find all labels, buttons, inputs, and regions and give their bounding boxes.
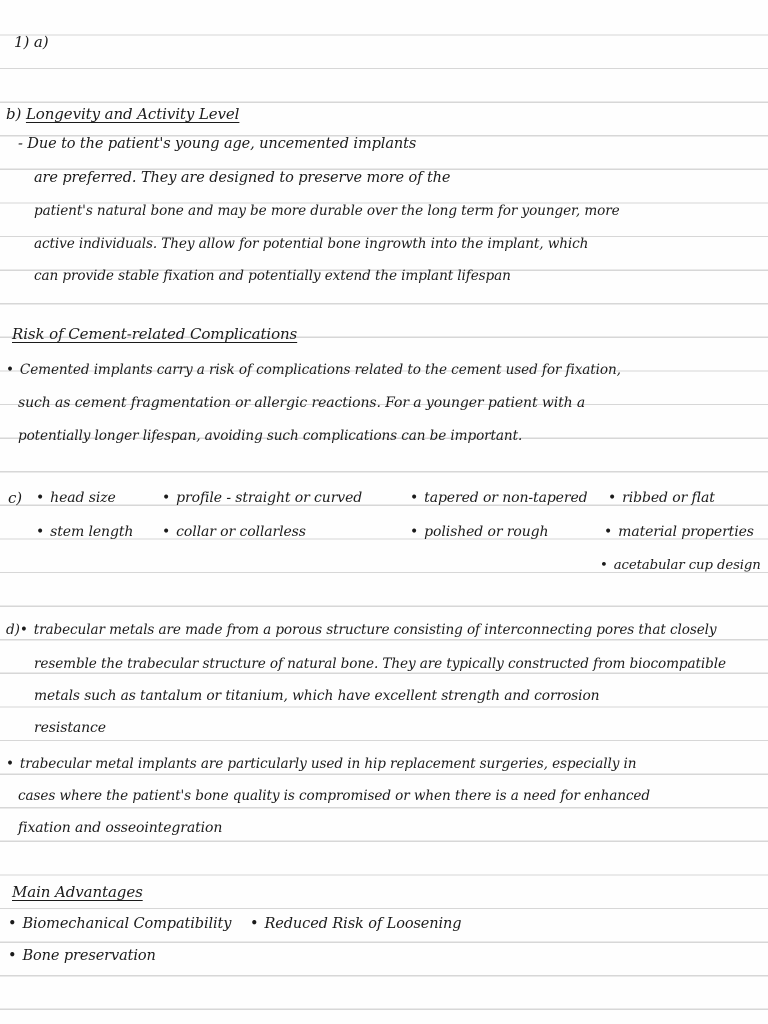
c-item <box>410 522 548 542</box>
c-item-text: profile - straight or curved <box>176 490 363 506</box>
text-line: fixation and osseointegration <box>18 820 223 836</box>
c-item-text: collar or collarless <box>176 524 306 540</box>
c-item <box>600 556 761 576</box>
text-line: active individuals. They allow for potential bone ingrowth into the implant, which <box>34 236 589 252</box>
bullet-dot: • <box>604 524 613 540</box>
bullet-text: trabecular metals are made from a porous structure consisting of interconnecting pores that closely <box>33 622 717 638</box>
advantage-item <box>8 914 231 934</box>
bullet-dot: • <box>19 622 28 638</box>
c-item-text: tapered or non-tapered <box>424 490 588 506</box>
text-line <box>6 360 621 380</box>
bullet-dot: • <box>162 524 171 540</box>
question-1a-label: 1) a) <box>14 33 49 51</box>
bullet-dot: • <box>600 558 608 573</box>
c-item-text: stem length <box>50 524 134 540</box>
c-item <box>608 488 715 508</box>
bullet-dot: • <box>36 490 45 506</box>
advantages-heading: Main Advantages <box>12 883 143 901</box>
c-item <box>36 522 133 542</box>
advantage-item <box>8 946 156 966</box>
c-item-text: material properties <box>618 524 754 540</box>
bullet-text: trabecular metal implants are particularly used in hip replacement surgeries, especially in <box>19 756 637 772</box>
text-line: can provide stable fixation and potentially extend the implant lifespan <box>34 268 511 284</box>
section-b-heading <box>6 104 239 124</box>
c-item-text: polished or rough <box>424 524 549 540</box>
text-line: potentially longer lifespan, avoiding such complications can be important. <box>18 428 523 444</box>
text-line: resistance <box>34 720 106 736</box>
bullet-dot: • <box>8 948 17 964</box>
c-item <box>162 488 362 508</box>
bullet-dot: • <box>162 490 171 506</box>
c-item-text: acetabular cup design <box>613 558 761 573</box>
risk-heading: Risk of Cement-related Complications <box>12 325 298 343</box>
section-c-marker: c) <box>8 489 23 507</box>
text-line: such as cement fragmentation or allergic reactions. For a younger patient with a <box>18 395 586 411</box>
text-line: patient's natural bone and may be more durable over the long term for younger, more <box>34 203 620 219</box>
advantage-text: Biomechanical Compatibility <box>22 916 232 932</box>
bullet-dot: • <box>250 916 259 932</box>
c-item <box>410 488 588 508</box>
text-line: - Due to the patient's young age, uncemented implants <box>18 136 417 152</box>
bullet-dot: • <box>8 916 17 932</box>
c-item-text: ribbed or flat <box>622 490 715 506</box>
bullet-dot: • <box>410 490 419 506</box>
section-b-title: Longevity and Activity Level <box>25 105 240 123</box>
text-line: resemble the trabecular structure of natural bone. They are typically constructed from biocompatible <box>34 656 726 672</box>
c-item <box>36 488 116 508</box>
c-item <box>162 522 306 542</box>
bullet-text: Cemented implants carry a risk of complications related to the cement used for fixation, <box>19 362 621 378</box>
bullet-dot: • <box>6 362 14 378</box>
text-line: cases where the patient's bone quality is compromised or when there is a need for enhanced <box>18 788 650 804</box>
c-item-text: head size <box>50 490 116 506</box>
c-item <box>604 522 754 542</box>
text-line <box>6 620 717 640</box>
bullet-dot: • <box>6 756 14 772</box>
bullet-dot: • <box>608 490 617 506</box>
section-d-marker: d) <box>6 622 20 638</box>
bullet-dot: • <box>410 524 419 540</box>
text-line: metals such as tantalum or titanium, which have excellent strength and corrosion <box>34 688 600 704</box>
advantage-text: Bone preservation <box>22 948 156 964</box>
text-line <box>6 754 636 774</box>
bullet-dot: • <box>36 524 45 540</box>
text-line: are preferred. They are designed to preserve more of the <box>34 170 451 186</box>
advantage-item <box>250 914 461 934</box>
section-b-marker: b) <box>6 105 22 123</box>
advantage-text: Reduced Risk of Loosening <box>264 916 462 932</box>
